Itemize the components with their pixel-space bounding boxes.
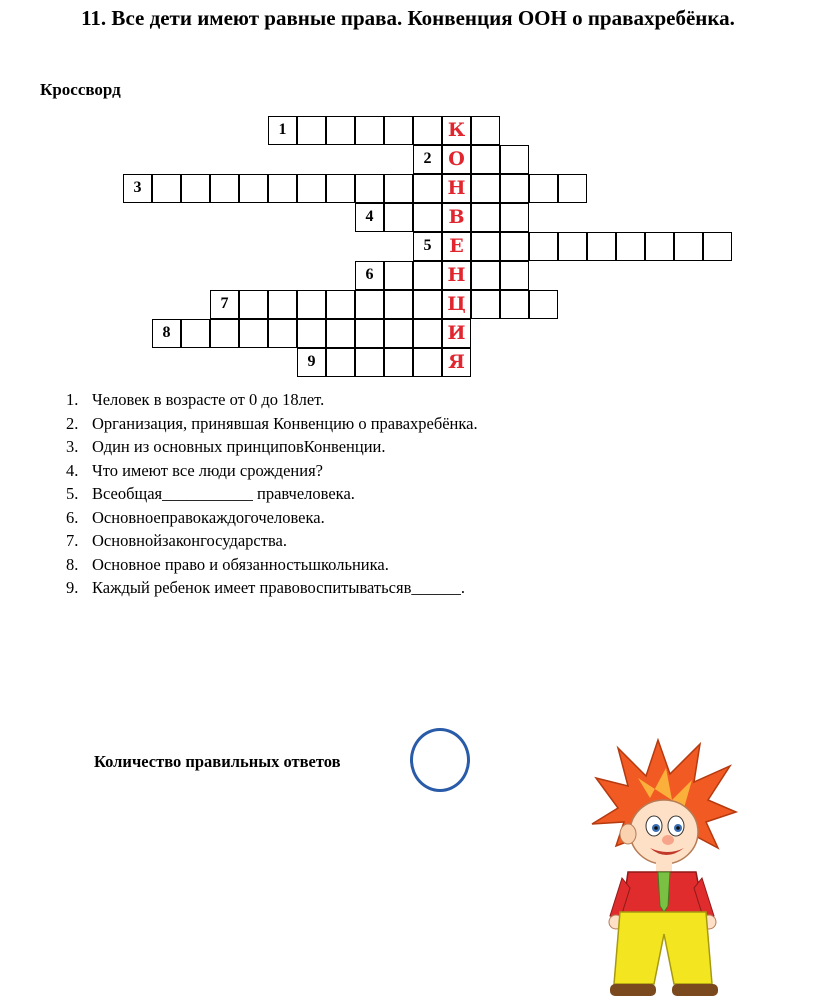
crossword-blank-cell[interactable] xyxy=(413,348,442,377)
crossword-number-cell: 6 xyxy=(355,261,384,290)
crossword-blank-cell[interactable] xyxy=(384,116,413,145)
crossword-blank-cell[interactable] xyxy=(558,232,587,261)
crossword-blank-cell[interactable] xyxy=(239,174,268,203)
clue-text: Основнойзаконгосударства. xyxy=(92,531,287,550)
crossword-blank-cell[interactable] xyxy=(413,174,442,203)
clue-number: 4. xyxy=(66,460,79,480)
clue-text: Каждый ребенок имеет правовоспитыватьсяв______. xyxy=(92,578,465,597)
crossword-blank-cell[interactable] xyxy=(413,261,442,290)
crossword-blank-cell[interactable] xyxy=(384,348,413,377)
crossword-blank-cell[interactable] xyxy=(529,174,558,203)
clue-item xyxy=(66,529,478,553)
crossword-blank-cell[interactable] xyxy=(268,290,297,319)
clue-item xyxy=(66,412,478,436)
crossword-blank-cell[interactable] xyxy=(529,290,558,319)
clue-text: Всеобщая___________ правчеловека. xyxy=(92,484,355,503)
crossword-blank-cell[interactable] xyxy=(326,116,355,145)
crossword-blank-cell[interactable] xyxy=(471,116,500,145)
crossword-blank-cell[interactable] xyxy=(500,174,529,203)
crossword-blank-cell[interactable] xyxy=(297,116,326,145)
crossword-blank-cell[interactable] xyxy=(500,232,529,261)
clue-item xyxy=(66,435,478,459)
crossword-blank-cell[interactable] xyxy=(529,232,558,261)
crossword-blank-cell[interactable] xyxy=(703,232,732,261)
clue-number: 3. xyxy=(66,437,79,456)
crossword-blank-cell[interactable] xyxy=(268,174,297,203)
score-answer-circle[interactable] xyxy=(410,728,470,792)
mascot-nose xyxy=(662,835,674,845)
crossword-blank-cell[interactable] xyxy=(471,174,500,203)
crossword-number-cell: 5 xyxy=(413,232,442,261)
clue-item xyxy=(66,553,478,577)
crossword-keyword-cell: Я xyxy=(442,348,471,377)
crossword-number-cell: 3 xyxy=(123,174,152,203)
cartoon-boy-mascot xyxy=(588,738,738,998)
crossword-blank-cell[interactable] xyxy=(181,174,210,203)
crossword-blank-cell[interactable] xyxy=(587,232,616,261)
clue-text: Человек в возрасте от 0 до 18лет. xyxy=(92,390,325,409)
crossword-blank-cell[interactable] xyxy=(326,348,355,377)
crossword-blank-cell[interactable] xyxy=(326,290,355,319)
crossword-number-cell: 7 xyxy=(210,290,239,319)
score-label: Количество правильных ответов xyxy=(94,752,341,771)
crossword-blank-cell[interactable] xyxy=(152,174,181,203)
crossword-keyword-cell: В xyxy=(442,203,471,232)
clue-number: 9. xyxy=(66,578,79,597)
crossword-blank-cell[interactable] xyxy=(384,174,413,203)
crossword-blank-cell[interactable] xyxy=(413,319,442,348)
crossword-keyword-cell: К xyxy=(442,116,471,145)
clue-item xyxy=(66,388,478,412)
crossword-blank-cell[interactable] xyxy=(355,319,384,348)
clue-text: Основноеправокаждогочеловека. xyxy=(92,507,325,527)
clue-number: 8. xyxy=(66,554,79,574)
mascot-ear xyxy=(620,824,636,844)
crossword-blank-cell[interactable] xyxy=(413,290,442,319)
crossword-blank-cell[interactable] xyxy=(239,290,268,319)
crossword-blank-cell[interactable] xyxy=(268,319,297,348)
crossword-blank-cell[interactable] xyxy=(181,319,210,348)
mascot-tie xyxy=(658,872,670,912)
mascot-trousers xyxy=(614,912,712,984)
crossword-blank-cell[interactable] xyxy=(413,116,442,145)
crossword-blank-cell[interactable] xyxy=(355,174,384,203)
crossword-blank-cell[interactable] xyxy=(210,174,239,203)
clue-number: 6. xyxy=(66,507,79,527)
crossword-blank-cell[interactable] xyxy=(471,145,500,174)
crossword-blank-cell[interactable] xyxy=(210,319,239,348)
clue-item xyxy=(66,482,478,506)
crossword-number-cell: 2 xyxy=(413,145,442,174)
crossword-blank-cell[interactable] xyxy=(297,290,326,319)
crossword-blank-cell[interactable] xyxy=(297,174,326,203)
crossword-blank-cell[interactable] xyxy=(471,232,500,261)
clue-number: 2. xyxy=(66,413,79,433)
crossword-blank-cell[interactable] xyxy=(384,290,413,319)
crossword-keyword-cell: О xyxy=(442,145,471,174)
crossword-blank-cell[interactable] xyxy=(326,174,355,203)
clue-item xyxy=(66,459,478,483)
crossword-blank-cell[interactable] xyxy=(471,203,500,232)
crossword-blank-cell[interactable] xyxy=(471,290,500,319)
crossword-keyword-cell: И xyxy=(442,319,471,348)
clue-list xyxy=(66,388,478,600)
crossword-blank-cell[interactable] xyxy=(355,348,384,377)
crossword-keyword-cell: Н xyxy=(442,261,471,290)
crossword-number-cell: 4 xyxy=(355,203,384,232)
crossword-keyword-cell: Ц xyxy=(442,290,471,319)
crossword-blank-cell[interactable] xyxy=(471,261,500,290)
crossword-blank-cell[interactable] xyxy=(645,232,674,261)
crossword-blank-cell[interactable] xyxy=(384,261,413,290)
clue-text: Один из основных принциповКонвенции. xyxy=(92,437,386,456)
crossword-keyword-cell: Н xyxy=(442,174,471,203)
crossword-blank-cell[interactable] xyxy=(616,232,645,261)
crossword-keyword-cell: Е xyxy=(442,232,471,261)
crossword-blank-cell[interactable] xyxy=(355,116,384,145)
crossword-blank-cell[interactable] xyxy=(355,290,384,319)
crossword-blank-cell[interactable] xyxy=(326,319,355,348)
mascot-neck xyxy=(656,862,672,872)
clue-item xyxy=(66,506,478,530)
clue-text: Что имеют все люди срождения? xyxy=(92,460,323,480)
clue-number: 1. xyxy=(66,390,79,409)
crossword-blank-cell[interactable] xyxy=(500,261,529,290)
clue-text: Основное право и обязанностьшкольника. xyxy=(92,554,389,574)
crossword-number-cell: 8 xyxy=(152,319,181,348)
crossword-number-cell: 1 xyxy=(268,116,297,145)
crossword-heading: Кроссворд xyxy=(40,80,121,99)
crossword-number-cell: 9 xyxy=(297,348,326,377)
mascot-right-shoe xyxy=(672,984,718,996)
page-title: 11. Все дети имеют равные права. Конвенция ООН о правахребёнка. xyxy=(81,6,735,30)
clue-number: 5. xyxy=(66,484,79,503)
clue-item xyxy=(66,576,478,600)
crossword-blank-cell[interactable] xyxy=(297,319,326,348)
crossword-blank-cell[interactable] xyxy=(384,319,413,348)
crossword-blank-cell[interactable] xyxy=(500,290,529,319)
crossword-blank-cell[interactable] xyxy=(500,203,529,232)
crossword-blank-cell[interactable] xyxy=(384,203,413,232)
crossword-blank-cell[interactable] xyxy=(413,203,442,232)
crossword-blank-cell[interactable] xyxy=(500,145,529,174)
crossword-blank-cell[interactable] xyxy=(239,319,268,348)
clue-text: Организация, принявшая Конвенцию о правахребёнка. xyxy=(92,413,478,433)
clue-number: 7. xyxy=(66,531,79,550)
crossword-blank-cell[interactable] xyxy=(558,174,587,203)
crossword-blank-cell[interactable] xyxy=(674,232,703,261)
crossword-grid xyxy=(0,0,816,380)
mascot-left-shoe xyxy=(610,984,656,996)
